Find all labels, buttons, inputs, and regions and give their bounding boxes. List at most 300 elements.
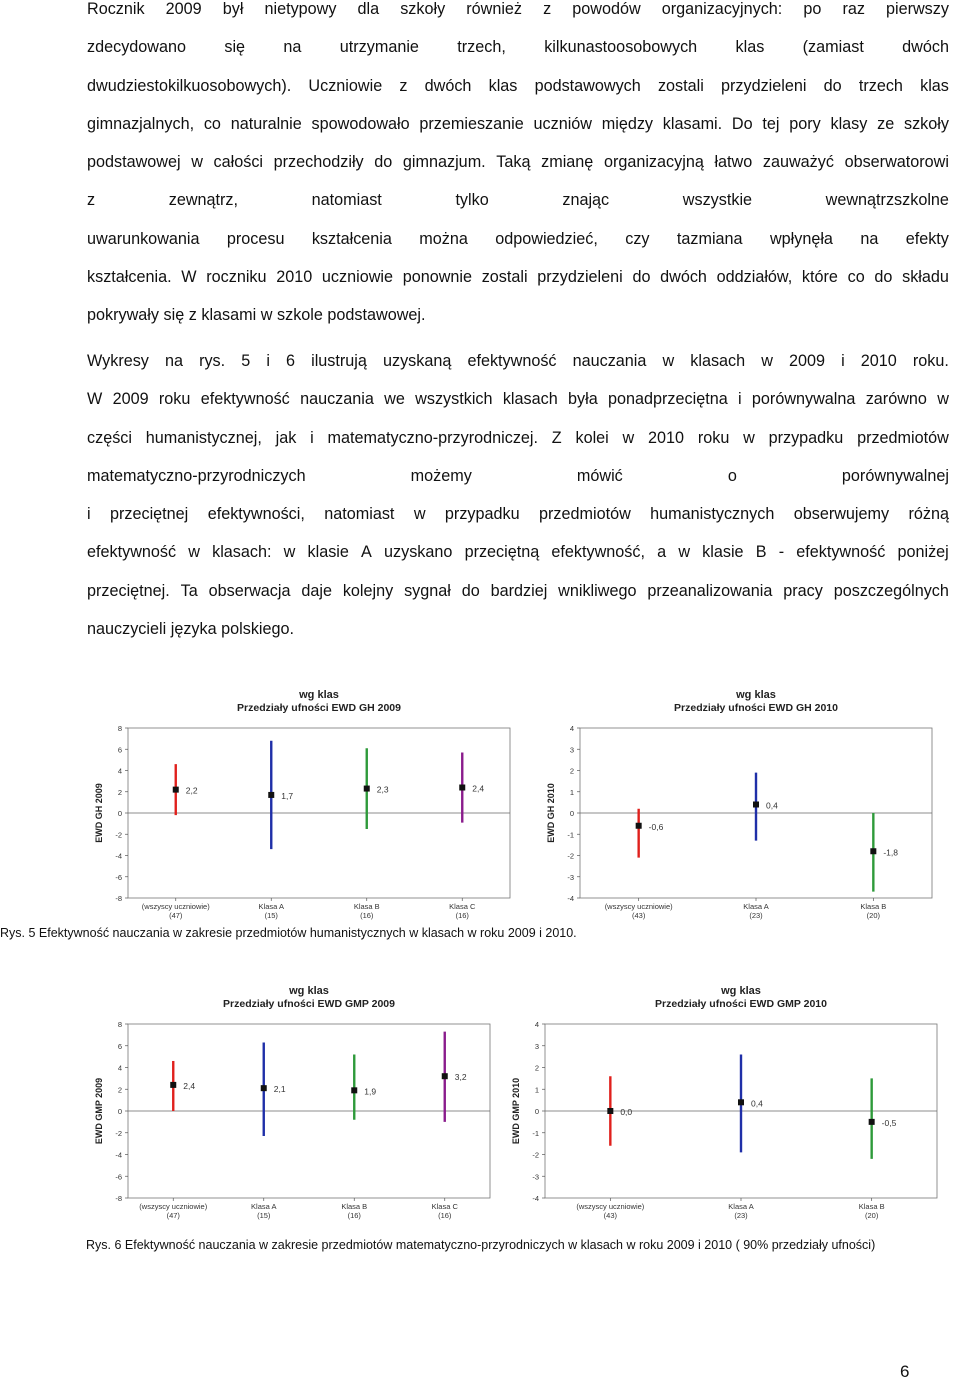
word: podstawowej. (327, 306, 426, 325)
chart-title: wg klas (736, 689, 776, 701)
y-axis-label: EWD GH 2009 (94, 783, 104, 843)
word: zostali (657, 76, 704, 95)
y-axis-label: EWD GMP 2009 (94, 1077, 104, 1145)
word: przeanalizowania (647, 581, 773, 600)
point-estimate (869, 1119, 875, 1125)
y-tick-label: 4 (534, 1020, 539, 1029)
text-line (87, 143, 949, 181)
word: i (310, 428, 314, 447)
word: naturalnie (230, 114, 302, 133)
word: z (188, 306, 197, 325)
word: całości (213, 153, 264, 172)
word: w (191, 153, 203, 172)
word: klasach (690, 352, 746, 370)
point-estimate (738, 1099, 744, 1105)
word: języka (170, 620, 217, 639)
word: pory (789, 114, 821, 133)
category-label: Klasa A (251, 1202, 277, 1211)
word: roku (158, 390, 191, 409)
text-line (87, 457, 949, 495)
word: przemieszanie (419, 114, 524, 133)
word: poszczególnych (833, 581, 949, 600)
category-count: (47) (166, 1211, 180, 1220)
value-label: 2,1 (273, 1084, 286, 1095)
text-line (87, 105, 949, 143)
chart-svg (505, 982, 945, 1222)
text-line (87, 28, 949, 66)
word: dwóch (902, 38, 949, 57)
word: 2009 (789, 352, 826, 370)
y-tick-label: -8 (115, 894, 122, 903)
word: na (164, 352, 183, 370)
point-estimate (173, 787, 179, 793)
category-count: (16) (360, 911, 374, 920)
word: 2010 (648, 428, 685, 447)
word: porównywalna (751, 390, 856, 409)
value-label: 0,0 (620, 1107, 633, 1117)
word: efektywność (87, 543, 177, 562)
word: nauczania (300, 390, 374, 409)
value-label: 1,9 (364, 1086, 377, 1097)
word: gimnazjum. (402, 153, 486, 172)
word: w (761, 352, 773, 370)
text-line (87, 342, 949, 380)
chart-ewd-gh-2009 (88, 686, 518, 922)
word: o (727, 466, 737, 485)
word: matematyczno-przyrodniczej. (327, 428, 539, 447)
chart-svg (88, 686, 518, 922)
word: dwóch (424, 76, 472, 95)
y-tick-label: -3 (567, 872, 574, 882)
word: 2009 (165, 0, 202, 18)
word: uzyskano (384, 543, 453, 562)
word: kolei (575, 428, 609, 447)
word: a (657, 543, 667, 562)
word: części (87, 428, 132, 447)
word: wpłynęła (769, 229, 833, 248)
word: natomiast (324, 505, 395, 524)
word: kształcenia (311, 229, 392, 248)
word: w (413, 505, 426, 524)
word: pracy (783, 581, 823, 600)
word: organizacyjną (603, 153, 704, 172)
word: zarówno (865, 390, 927, 409)
word: w (743, 428, 755, 447)
word: utrzymanie (339, 38, 419, 57)
word: z (399, 76, 408, 95)
word: dwóch (660, 268, 707, 287)
word: pierwszy (886, 0, 949, 18)
paragraph-2 (87, 342, 949, 648)
word: dla (357, 0, 380, 18)
word: przechodziły (273, 153, 364, 172)
chart-ewd-gmp-2010 (505, 982, 945, 1222)
word: sygnał (404, 581, 451, 600)
word: na (283, 38, 302, 57)
word: ilustrują (311, 352, 367, 370)
y-tick-label: -4 (567, 894, 574, 903)
word: efektywność (200, 390, 290, 409)
word: B (755, 543, 767, 562)
word: i (87, 505, 91, 524)
y-tick-label: 8 (117, 1020, 122, 1029)
word: się (163, 306, 185, 325)
word: do (461, 581, 480, 600)
word: przypadku (768, 428, 844, 447)
word: - (778, 543, 785, 562)
y-tick-label: -2 (115, 1128, 122, 1138)
word: składu (902, 268, 949, 287)
word: również (466, 0, 523, 18)
y-tick-label: 0 (117, 809, 122, 818)
word: efektywności, (207, 505, 305, 524)
word: w (260, 306, 273, 325)
y-tick-label: -4 (532, 1194, 539, 1203)
text-line (87, 380, 949, 418)
category-count: (23) (734, 1211, 748, 1220)
text-line (87, 495, 949, 533)
word: przedmiotów (539, 505, 631, 524)
category-label: (wszyscy uczniowie) (576, 1202, 645, 1211)
word: Z (551, 428, 562, 447)
word: wszystkich (415, 390, 493, 409)
word: ze (877, 114, 895, 133)
word: pokrywały (87, 306, 159, 325)
point-estimate (351, 1087, 357, 1093)
word: rys. (199, 352, 226, 370)
y-tick-label: 4 (117, 766, 122, 776)
point-estimate (261, 1085, 267, 1091)
word: zewnątrz, (168, 191, 238, 210)
word: przeciętnej (110, 505, 189, 524)
word: roku (697, 428, 730, 447)
word: raz (842, 0, 865, 18)
word: porównywalnej (841, 466, 949, 485)
chart-subtitle: Przedziały ufności EWD GH 2009 (237, 702, 401, 714)
text-line (87, 220, 949, 258)
word: obserwujemy (793, 505, 890, 524)
word: w (188, 543, 200, 562)
y-tick-label: 6 (117, 745, 122, 755)
word: przeciętną (464, 543, 540, 562)
word: co (847, 268, 865, 287)
y-tick-label: 2 (534, 1063, 539, 1073)
value-label: 2,4 (183, 1080, 196, 1091)
category-count: (20) (864, 1211, 879, 1220)
word: 2010 (276, 268, 313, 287)
word: uwarunkowania (87, 229, 200, 248)
word: 6 (286, 352, 296, 370)
word: jak (275, 428, 297, 447)
word: podstawowej (87, 153, 181, 172)
word: do (374, 153, 393, 172)
chart-title: wg klas (289, 985, 329, 997)
word: 2010 (860, 352, 897, 370)
point-estimate (170, 1082, 176, 1088)
word: i (266, 352, 270, 370)
word: nauczycieli (87, 620, 167, 639)
text-line (87, 67, 949, 105)
point-estimate (636, 823, 642, 829)
chart-subtitle: Przedziały ufności EWD GH 2010 (674, 702, 838, 714)
y-tick-label: 2 (117, 787, 122, 797)
y-tick-label: 1 (534, 1085, 539, 1095)
y-tick-label: 4 (569, 724, 574, 733)
category-label: Klasa B (341, 1202, 368, 1211)
word: na (860, 229, 879, 248)
word: w (622, 428, 635, 447)
word: do (874, 268, 893, 287)
category-count: (16) (438, 1211, 452, 1220)
word: kształcenia. (87, 268, 172, 287)
text-line (87, 181, 949, 219)
word: zostali (481, 268, 528, 287)
y-tick-label: 0 (569, 809, 574, 818)
word: klasy (830, 114, 868, 133)
y-tick-label: 3 (534, 1041, 539, 1051)
y-tick-label: -2 (115, 830, 122, 840)
word: Taką (496, 153, 531, 172)
word: we (384, 390, 405, 409)
value-label: -0,6 (648, 821, 664, 832)
word: możemy (410, 466, 472, 485)
text-line (87, 533, 949, 571)
value-label: 0,4 (751, 1098, 763, 1109)
text-line (87, 258, 949, 296)
word: mówić (576, 466, 623, 485)
word: klas (920, 76, 949, 95)
chart-title: wg klas (299, 689, 339, 701)
word: Uczniowie (308, 76, 383, 95)
word: różną (908, 505, 949, 524)
y-tick-label: -3 (532, 1172, 539, 1182)
word: nietypowy (264, 0, 337, 18)
word: nauczania (572, 352, 647, 370)
word: obserwacja (208, 581, 291, 600)
category-count: (16) (347, 1211, 361, 1220)
point-estimate (607, 1108, 613, 1114)
word: daje (301, 581, 332, 600)
y-tick-label: 8 (117, 724, 122, 733)
word: łatwo (714, 153, 753, 172)
word: w (937, 390, 949, 409)
value-label: -0,5 (881, 1117, 897, 1128)
word: 5 (241, 352, 251, 370)
word: uczniowie (321, 268, 393, 287)
word: wszystkie (682, 191, 753, 210)
category-label: Klasa A (728, 1202, 754, 1211)
word: poniżej (897, 543, 949, 562)
word: natomiast (311, 191, 382, 210)
word: organizacyjnych: (661, 0, 783, 18)
y-tick-label: -6 (115, 1172, 122, 1182)
figure-5-caption: Rys. 5 Efektywność nauczania w zakresie przedmiotów humanistycznych w klasach w roku 2009 i 2010. (0, 926, 577, 940)
word: czy (625, 229, 650, 248)
word: polskiego. (221, 620, 295, 639)
word: procesu (226, 229, 285, 248)
word: Rocznik (87, 0, 145, 18)
value-label: 2,4 (472, 783, 485, 794)
word: kilkunastoosobowych (544, 38, 698, 57)
text-line (87, 419, 949, 457)
y-tick-label: 3 (569, 745, 574, 755)
word: znając (562, 191, 610, 210)
word: (zamiast (802, 38, 864, 57)
word: efektywność, (551, 543, 645, 562)
word: W (181, 268, 197, 287)
category-label: Klasa B (860, 902, 887, 911)
paragraph-1 (87, 0, 949, 335)
word: i (841, 352, 845, 370)
word: 2009 (112, 390, 149, 409)
word: przeciętnej. (87, 581, 170, 600)
word: tazmiana (676, 229, 743, 248)
y-axis-label: EWD GMP 2010 (511, 1077, 521, 1145)
chart-subtitle: Przedziały ufności EWD GMP 2010 (655, 998, 827, 1010)
word: szkoły (400, 0, 446, 18)
page-number: 6 (900, 1362, 910, 1381)
chart-ewd-gh-2010 (540, 686, 940, 922)
figure-6-caption: Rys. 6 Efektywność nauczania w zakresie przedmiotów matematyczno-przyrodniczych w klasach w roku 2009 i 2010 ( 90% przedziały ufności) (86, 1238, 876, 1252)
y-axis-label: EWD GH 2010 (546, 783, 556, 843)
y-tick-label: 6 (117, 1041, 122, 1051)
word: do (632, 268, 651, 287)
word: szkole (277, 306, 323, 325)
word: podstawowych (534, 76, 641, 95)
chart-svg (88, 982, 498, 1222)
word: matematyczno-przyrodniczych (87, 466, 306, 485)
y-tick-label: -1 (567, 830, 574, 840)
word: była (568, 390, 598, 409)
word: zdecydowano (87, 38, 186, 57)
category-label: (wszyscy uczniowie) (141, 902, 210, 911)
word: ponadprzeciętna (608, 390, 728, 409)
word: w (678, 543, 691, 562)
category-count: (16) (455, 911, 469, 920)
word: można (419, 229, 468, 248)
word: humanistycznej, (145, 428, 262, 447)
point-estimate (442, 1073, 448, 1079)
point-estimate (753, 802, 759, 808)
text-line (87, 296, 949, 334)
category-label: Klasa C (449, 902, 476, 911)
category-label: Klasa C (431, 1202, 458, 1211)
y-tick-label: -2 (567, 851, 574, 861)
y-tick-label: 2 (569, 766, 574, 776)
word: w (662, 352, 675, 370)
y-tick-label: 4 (117, 1063, 122, 1073)
word: dwudziestokilkuosobowych). (87, 76, 292, 95)
word: przedmiotów (857, 428, 949, 447)
chart-svg (540, 686, 940, 922)
word: obserwatorowi (844, 153, 949, 172)
word: z (87, 191, 96, 210)
chart-title: wg klas (721, 985, 761, 997)
point-estimate (459, 785, 465, 791)
word: efektywność (796, 543, 886, 562)
word: gimnazjalnych, (87, 114, 195, 133)
word: co (203, 114, 221, 133)
word: przydzieleni (537, 268, 623, 287)
category-count: (47) (169, 911, 183, 920)
category-count: (43) (631, 911, 646, 920)
value-label: 3,2 (454, 1072, 467, 1083)
word: tylko (455, 191, 489, 210)
word: tej (762, 114, 780, 133)
word: kolejny (342, 581, 394, 600)
word: klas (488, 76, 518, 95)
word: i (738, 390, 742, 409)
category-count: (43) (603, 1211, 618, 1220)
value-label: 2,2 (185, 785, 198, 796)
text-line (87, 610, 949, 648)
word: efekty (905, 229, 949, 248)
word: wewnątrzszkolne (825, 191, 949, 210)
y-tick-label: 0 (534, 1107, 539, 1116)
word: do (823, 76, 842, 95)
word: powodów (572, 0, 641, 18)
word: A (361, 543, 372, 562)
category-count: (15) (264, 911, 278, 920)
value-label: 1,7 (281, 790, 294, 801)
word: klasami. (662, 114, 723, 133)
category-count: (15) (257, 1211, 271, 1220)
point-estimate (364, 786, 370, 792)
value-label: 2,3 (376, 784, 389, 795)
word: przypadku (444, 505, 520, 524)
word: szkoły (903, 114, 949, 133)
category-count: (20) (866, 911, 881, 920)
word: roczniku (206, 268, 267, 287)
word: ponownie (402, 268, 472, 287)
word: był (222, 0, 244, 18)
point-estimate (268, 792, 274, 798)
point-estimate (870, 848, 876, 854)
word: Do (731, 114, 753, 133)
word: zmianę (541, 153, 594, 172)
category-label: Klasa A (258, 902, 284, 911)
word: wnikliwego (558, 581, 637, 600)
word: uzyskaną (382, 352, 452, 370)
word: humanistycznych (650, 505, 775, 524)
text-line (87, 572, 949, 610)
word: odpowiedzieć, (495, 229, 598, 248)
word: uczniów (533, 114, 592, 133)
y-tick-label: 2 (117, 1085, 122, 1095)
value-label: 0,4 (766, 800, 778, 811)
word: zauważyć (762, 153, 834, 172)
word: które (801, 268, 838, 287)
y-tick-label: -2 (532, 1150, 539, 1160)
word: w (283, 543, 296, 562)
y-tick-label: -4 (115, 851, 122, 861)
category-label: (wszyscy uczniowie) (604, 902, 673, 911)
word: między (601, 114, 654, 133)
word: Ta (180, 581, 198, 600)
category-label: (wszyscy uczniowie) (139, 1202, 208, 1211)
word: W (87, 390, 103, 409)
word: z (543, 0, 552, 18)
word: się (224, 38, 246, 57)
category-label: Klasa A (743, 902, 769, 911)
category-label: Klasa B (858, 1202, 885, 1211)
y-tick-label: 0 (117, 1107, 122, 1116)
word: efektywność (467, 352, 557, 370)
category-label: Klasa B (353, 902, 380, 911)
y-tick-label: 1 (569, 787, 574, 797)
text-line (87, 0, 949, 28)
word: Wykresy (87, 352, 149, 370)
